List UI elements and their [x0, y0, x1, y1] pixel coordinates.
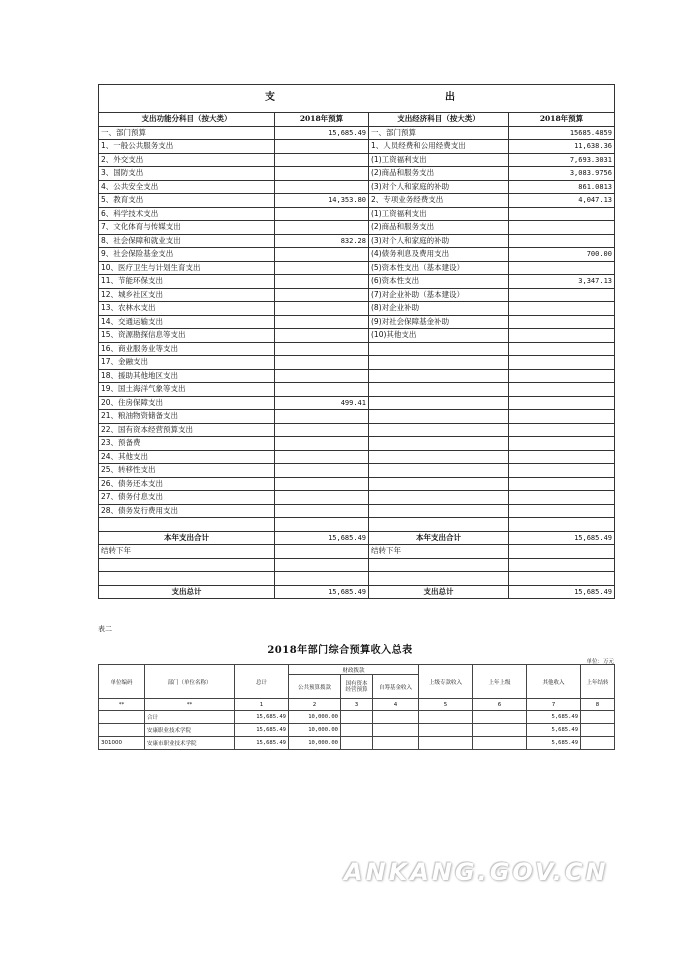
state-capital-cell — [341, 737, 373, 750]
state-capital-cell — [341, 711, 373, 724]
economic-category-cell: 1、人员经费和公用经费支出 — [369, 140, 509, 154]
expenditure-row — [99, 491, 615, 505]
public-budget-cell: 10,000.00 — [289, 737, 341, 750]
economic-category-cell: (9)对社会保障基金补助 — [369, 315, 509, 329]
blank-row — [99, 558, 615, 572]
functional-category-cell: 1、一般公共服务支出 — [99, 140, 275, 154]
blank-row — [99, 518, 615, 532]
economic-budget-cell — [509, 450, 615, 464]
expenditure-row — [99, 207, 615, 221]
expenditure-row — [99, 369, 615, 383]
total-cell: 15,685.49 — [235, 724, 289, 737]
functional-budget-cell — [275, 356, 369, 370]
functional-category-cell: 13、农林水支出 — [99, 302, 275, 316]
expenditure-row — [99, 288, 615, 302]
functional-category-cell: 5、教育支出 — [99, 194, 275, 208]
header-public-budget: 公共预算拨款 — [289, 675, 341, 699]
functional-category-cell: 2、外交支出 — [99, 153, 275, 167]
header-budget-right: 2018年预算 — [509, 113, 615, 127]
index-cell: 4 — [373, 699, 419, 711]
prev-year-cell — [473, 711, 527, 724]
carry-over-cell — [581, 711, 615, 724]
functional-category-cell: 11、节能环保支出 — [99, 275, 275, 289]
unit-code-cell — [99, 711, 145, 724]
grand-total-row — [99, 585, 615, 599]
superior-special-cell — [419, 737, 473, 750]
economic-budget-cell: 861.0813 — [509, 180, 615, 194]
economic-budget-cell: 15685.4859 — [509, 126, 615, 140]
grand-total-label: 支出总计 — [99, 585, 275, 599]
economic-category-cell: (8)对企业补助 — [369, 302, 509, 316]
functional-category-cell: 27、债务付息支出 — [99, 491, 275, 505]
superior-special-cell — [419, 711, 473, 724]
economic-budget-cell — [509, 342, 615, 356]
expenditure-row — [99, 153, 615, 167]
summary-title: 2018年部门综合预算收入总表 — [267, 645, 413, 656]
superior-special-cell — [419, 724, 473, 737]
expenditure-title-left: 支 — [265, 92, 275, 103]
functional-category-cell: 20、住房保障支出 — [99, 396, 275, 410]
expenditure-row — [99, 315, 615, 329]
prev-year-cell — [473, 724, 527, 737]
expenditure-row — [99, 477, 615, 491]
economic-budget-cell — [509, 369, 615, 383]
economic-category-cell — [369, 477, 509, 491]
annual-total-row — [99, 531, 615, 545]
functional-category-cell: 15、资源勘探信息等支出 — [99, 329, 275, 343]
expenditure-row — [99, 275, 615, 289]
expenditure-row — [99, 167, 615, 181]
public-budget-cell: 10,000.00 — [289, 711, 341, 724]
expenditure-row — [99, 194, 615, 208]
expenditure-row — [99, 180, 615, 194]
functional-category-cell: 一、部门预算 — [99, 126, 275, 140]
annual-total-value: 15,685.49 — [275, 531, 369, 545]
total-cell: 15,685.49 — [235, 737, 289, 750]
economic-budget-cell — [509, 315, 615, 329]
economic-category-cell — [369, 410, 509, 424]
economic-budget-cell — [509, 221, 615, 235]
functional-budget-cell — [275, 153, 369, 167]
functional-budget-cell — [275, 315, 369, 329]
functional-budget-cell — [275, 383, 369, 397]
index-cell: 7 — [527, 699, 581, 711]
economic-budget-cell — [509, 491, 615, 505]
index-cell: ** — [145, 699, 235, 711]
economic-category-cell — [369, 504, 509, 518]
economic-budget-cell — [509, 288, 615, 302]
economic-budget-cell: 11,638.36 — [509, 140, 615, 154]
functional-category-cell: 6、科学技术支出 — [99, 207, 275, 221]
expenditure-row — [99, 329, 615, 343]
other-income-cell: 5,685.49 — [527, 724, 581, 737]
economic-budget-cell — [509, 410, 615, 424]
index-cell: 2 — [289, 699, 341, 711]
functional-budget-cell — [275, 477, 369, 491]
summary-row — [99, 711, 615, 724]
economic-category-cell — [369, 383, 509, 397]
header-self-funds: 自筹基金收入 — [373, 675, 419, 699]
carry-over-label-right: 结转下年 — [369, 545, 509, 559]
functional-category-cell: 14、交通运输支出 — [99, 315, 275, 329]
economic-budget-cell — [509, 234, 615, 248]
economic-category-cell — [369, 464, 509, 478]
functional-budget-cell: 832.28 — [275, 234, 369, 248]
functional-budget-cell — [275, 140, 369, 154]
economic-category-cell: (2)商品和服务支出 — [369, 221, 509, 235]
functional-budget-cell — [275, 275, 369, 289]
header-prev-year: 上年上级 — [473, 665, 527, 699]
economic-budget-cell — [509, 329, 615, 343]
functional-category-cell: 25、转移性支出 — [99, 464, 275, 478]
header-dept-name: 部门（单位名称） — [145, 665, 235, 699]
income-summary-table — [98, 664, 615, 750]
expenditure-row — [99, 221, 615, 235]
annual-total-label-right: 本年支出合计 — [369, 531, 509, 545]
header-economic-category: 支出经济科目（按大类） — [369, 113, 509, 127]
grand-total-value-right: 15,685.49 — [509, 585, 615, 599]
functional-budget-cell — [275, 207, 369, 221]
functional-budget-cell — [275, 410, 369, 424]
carry-over-cell — [581, 724, 615, 737]
index-cell: 1 — [235, 699, 289, 711]
economic-category-cell: (3)对个人和家庭的补助 — [369, 234, 509, 248]
expenditure-row — [99, 464, 615, 478]
dept-name-cell: 合计 — [145, 711, 235, 724]
state-capital-cell — [341, 724, 373, 737]
self-funds-cell — [373, 711, 419, 724]
expenditure-row — [99, 140, 615, 154]
economic-budget-cell — [509, 423, 615, 437]
economic-category-cell: (5)资本性支出（基本建设） — [369, 261, 509, 275]
functional-category-cell: 9、社会保险基金支出 — [99, 248, 275, 262]
functional-budget-cell — [275, 261, 369, 275]
public-budget-cell: 10,000.00 — [289, 724, 341, 737]
economic-category-cell — [369, 396, 509, 410]
table-label: 表二 — [98, 625, 112, 633]
functional-category-cell: 28、债务发行费用支出 — [99, 504, 275, 518]
functional-budget-cell — [275, 329, 369, 343]
annual-total-value-right: 15,685.49 — [509, 531, 615, 545]
economic-category-cell: 2、专项业务经费支出 — [369, 194, 509, 208]
index-cell: 8 — [581, 699, 615, 711]
economic-category-cell: (4)债务利息及费用支出 — [369, 248, 509, 262]
other-income-cell: 5,685.49 — [527, 711, 581, 724]
prev-year-cell — [473, 737, 527, 750]
economic-budget-cell — [509, 477, 615, 491]
functional-budget-cell — [275, 342, 369, 356]
self-funds-cell — [373, 724, 419, 737]
economic-category-cell: (3)对个人和家庭的补助 — [369, 180, 509, 194]
economic-budget-cell: 3,083.9756 — [509, 167, 615, 181]
grand-total-label-right: 支出总计 — [369, 585, 509, 599]
functional-budget-cell — [275, 491, 369, 505]
functional-category-cell: 21、粮油物资储备支出 — [99, 410, 275, 424]
header-carry-over: 上年结转 — [581, 665, 615, 699]
header-budget-left: 2018年预算 — [275, 113, 369, 127]
economic-category-cell — [369, 491, 509, 505]
functional-budget-cell — [275, 369, 369, 383]
functional-budget-cell — [275, 288, 369, 302]
functional-budget-cell — [275, 450, 369, 464]
blank-row — [99, 572, 615, 586]
summary-row — [99, 737, 615, 750]
economic-category-cell — [369, 356, 509, 370]
unit-code-cell — [99, 724, 145, 737]
index-cell: 6 — [473, 699, 527, 711]
functional-budget-cell — [275, 423, 369, 437]
functional-budget-cell — [275, 437, 369, 451]
economic-budget-cell — [509, 396, 615, 410]
expenditure-row — [99, 342, 615, 356]
total-cell: 15,685.49 — [235, 711, 289, 724]
header-unit-code: 单位编码 — [99, 665, 145, 699]
functional-category-cell: 10、医疗卫生与计划生育支出 — [99, 261, 275, 275]
expenditure-row — [99, 302, 615, 316]
functional-budget-cell — [275, 504, 369, 518]
expenditure-row — [99, 410, 615, 424]
economic-budget-cell — [509, 504, 615, 518]
functional-category-cell: 4、公共安全支出 — [99, 180, 275, 194]
functional-category-cell: 16、商业服务业等支出 — [99, 342, 275, 356]
header-fiscal: 财政拨款 — [289, 665, 419, 675]
functional-budget-cell — [275, 167, 369, 181]
expenditure-row — [99, 437, 615, 451]
expenditure-row — [99, 356, 615, 370]
economic-budget-cell: 700.00 — [509, 248, 615, 262]
economic-category-cell — [369, 423, 509, 437]
economic-category-cell — [369, 369, 509, 383]
functional-category-cell: 7、文化体育与传媒支出 — [99, 221, 275, 235]
carry-over-cell — [581, 737, 615, 750]
dept-name-cell: 安康市职业技术学院 — [145, 737, 235, 750]
expenditure-row — [99, 126, 615, 140]
expenditure-row — [99, 234, 615, 248]
annual-total-label: 本年支出合计 — [99, 531, 275, 545]
self-funds-cell — [373, 737, 419, 750]
economic-budget-cell — [509, 302, 615, 316]
functional-category-cell: 17、金融支出 — [99, 356, 275, 370]
expenditure-row — [99, 261, 615, 275]
economic-budget-cell: 3,347.13 — [509, 275, 615, 289]
functional-category-cell: 24、其他支出 — [99, 450, 275, 464]
functional-budget-cell — [275, 464, 369, 478]
functional-budget-cell — [275, 248, 369, 262]
header-state-capital: 国有资本经营预算 — [341, 675, 373, 699]
functional-category-cell: 26、债务还本支出 — [99, 477, 275, 491]
expenditure-row — [99, 423, 615, 437]
economic-budget-cell — [509, 383, 615, 397]
economic-category-cell: (1)工资福利支出 — [369, 153, 509, 167]
grand-total-value: 15,685.49 — [275, 585, 369, 599]
expenditure-row — [99, 248, 615, 262]
economic-category-cell: (2)商品和服务支出 — [369, 167, 509, 181]
header-total: 总计 — [235, 665, 289, 699]
carry-over-label: 结转下年 — [99, 545, 275, 559]
economic-category-cell — [369, 450, 509, 464]
functional-category-cell: 3、国防支出 — [99, 167, 275, 181]
economic-budget-cell — [509, 437, 615, 451]
header-other-income: 其他收入 — [527, 665, 581, 699]
functional-category-cell: 19、国土海洋气象等支出 — [99, 383, 275, 397]
functional-budget-cell: 499.41 — [275, 396, 369, 410]
header-superior-special: 上级专款收入 — [419, 665, 473, 699]
summary-row — [99, 724, 615, 737]
functional-budget-cell — [275, 302, 369, 316]
expenditure-table — [98, 84, 615, 599]
economic-category-cell: (1)工资福利支出 — [369, 207, 509, 221]
expenditure-row — [99, 383, 615, 397]
index-cell: 3 — [341, 699, 373, 711]
header-functional-category: 支出功能分科目（按大类） — [99, 113, 275, 127]
functional-budget-cell — [275, 221, 369, 235]
functional-category-cell: 23、预备费 — [99, 437, 275, 451]
functional-budget-cell — [275, 180, 369, 194]
economic-budget-cell: 7,693.3031 — [509, 153, 615, 167]
expenditure-row — [99, 504, 615, 518]
economic-category-cell: 一、部门预算 — [369, 126, 509, 140]
dept-name-cell: 安康职业技术学院 — [145, 724, 235, 737]
economic-budget-cell — [509, 261, 615, 275]
economic-budget-cell — [509, 207, 615, 221]
summary-index-row — [99, 699, 615, 711]
functional-category-cell: 22、国有资本经营预算支出 — [99, 423, 275, 437]
functional-category-cell: 12、城乡社区支出 — [99, 288, 275, 302]
functional-budget-cell: 15,685.49 — [275, 126, 369, 140]
economic-budget-cell — [509, 356, 615, 370]
index-cell: ** — [99, 699, 145, 711]
other-income-cell: 5,685.49 — [527, 737, 581, 750]
functional-budget-cell: 14,353.80 — [275, 194, 369, 208]
economic-category-cell — [369, 342, 509, 356]
expenditure-title — [99, 85, 615, 113]
unit-code-cell: 301000 — [99, 737, 145, 750]
expenditure-row — [99, 450, 615, 464]
watermark: ANKANG.GOV.CN — [344, 858, 609, 886]
expenditure-title-right: 出 — [445, 92, 455, 103]
carry-over-row — [99, 545, 615, 559]
expenditure-header-row — [99, 113, 615, 127]
expenditure-row — [99, 396, 615, 410]
functional-category-cell: 8、社会保障和就业支出 — [99, 234, 275, 248]
index-cell: 5 — [419, 699, 473, 711]
expenditure-title-row — [99, 85, 615, 113]
unit-label: 单位：万元 — [586, 659, 614, 665]
economic-budget-cell — [509, 464, 615, 478]
economic-category-cell — [369, 437, 509, 451]
economic-category-cell: (7)对企业补助（基本建设） — [369, 288, 509, 302]
summary-header-row-1 — [99, 665, 615, 675]
economic-category-cell: (6)资本性支出 — [369, 275, 509, 289]
economic-budget-cell: 4,047.13 — [509, 194, 615, 208]
functional-category-cell: 18、援助其他地区支出 — [99, 369, 275, 383]
economic-category-cell: (10)其他支出 — [369, 329, 509, 343]
